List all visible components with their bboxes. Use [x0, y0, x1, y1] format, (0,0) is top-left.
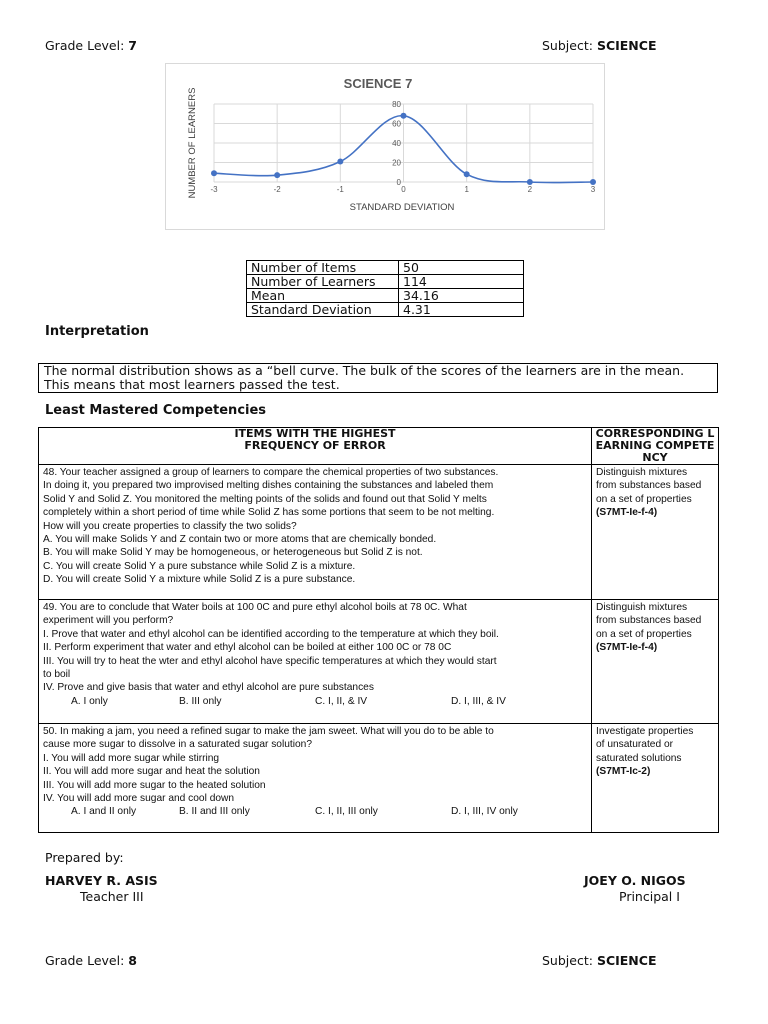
x-tick-label: -2	[273, 185, 281, 194]
stats-value: 114	[399, 275, 524, 289]
competency-line: on a set of properties	[596, 628, 692, 640]
item-line: B. You will make Solid Y may be homogeneous, or heterogeneous but Solid Z is not.	[43, 547, 423, 559]
answer-option: D. I, III, IV only	[451, 806, 518, 818]
approver-name: JOEY O. NIGOS	[584, 873, 686, 888]
competency-line: of unsaturated or	[596, 739, 674, 751]
data-point	[527, 179, 533, 185]
stats-key: Mean	[247, 289, 399, 303]
competency-header: CORRESPONDING LEARNING COMPETENCY	[592, 428, 719, 465]
competency-row	[39, 465, 719, 600]
competencies-title: Least Mastered Competencies	[45, 403, 267, 418]
answer-option: C. I, II, & IV	[315, 695, 368, 707]
item-line: III. You will add more sugar to the heated solution	[43, 779, 266, 791]
item-cell	[39, 724, 592, 833]
item-line: II. You will add more sugar and heat the solution	[43, 766, 260, 778]
data-point	[401, 113, 407, 119]
answer-options	[43, 695, 587, 708]
item-cell	[39, 465, 592, 600]
competency-row	[39, 724, 719, 833]
grade-level: Grade Level: 7	[45, 38, 137, 53]
grade-level-2: Grade Level: 8	[45, 953, 137, 968]
data-point	[337, 159, 343, 165]
y-tick-label: 0	[396, 178, 401, 187]
competency-cell	[592, 724, 719, 833]
competency-cell	[592, 465, 719, 600]
competency-code: (S7MT-Ic-2)	[596, 766, 651, 778]
item-line: How will you create properties to classify the two solids?	[43, 520, 297, 532]
item-line: 48. Your teacher assigned a group of learners to compare the chemical properties of two substances.	[43, 467, 499, 478]
competency-cell	[592, 600, 719, 724]
y-tick-label: 40	[392, 139, 401, 148]
y-tick-label: 60	[392, 119, 401, 129]
items-header: ITEMS WITH THE HIGHEST FREQUENCY OF ERROR	[39, 428, 592, 465]
x-tick-label: -1	[336, 185, 344, 194]
item-line: completely within a short period of time while Solid Z has some portions that seem to be not melting.	[43, 507, 495, 519]
answer-option: D. I, III, & IV	[451, 695, 506, 707]
answer-options	[43, 805, 587, 818]
chart-svg	[166, 64, 604, 229]
competencies-table	[38, 427, 719, 833]
competency-line: from substances based	[596, 480, 702, 492]
stats-row	[247, 261, 524, 275]
y-tick-label: 20	[392, 158, 401, 168]
competency-line: Investigate properties	[596, 726, 694, 737]
x-tick-label: 3	[590, 185, 596, 194]
answer-option: B. III only	[179, 695, 222, 707]
interpretation-box	[38, 363, 718, 393]
item-line: to boil	[43, 669, 71, 681]
subject: Subject: SCIENCE	[542, 38, 657, 53]
x-axis-label: STANDARD DEVIATION	[349, 202, 455, 213]
approver-title: Principal I	[619, 889, 680, 904]
x-tick-label: 1	[464, 185, 469, 194]
stats-key: Number of Learners	[247, 275, 399, 289]
competency-line: Distinguish mixtures	[596, 602, 688, 613]
item-line: 49. You are to conclude that Water boils at 100 0C and pure ethyl alcohol boils at 78 0C. What	[43, 602, 467, 613]
data-point	[590, 179, 596, 185]
x-tick-label: 0	[401, 185, 406, 194]
y-tick-label: 80	[392, 100, 401, 109]
stats-key: Standard Deviation	[247, 303, 399, 317]
bell-curve-chart	[165, 63, 605, 230]
answer-option: B. II and III only	[179, 806, 250, 818]
stats-row	[247, 303, 524, 317]
data-point	[211, 170, 217, 176]
item-line: I. Prove that water and ethyl alcohol can be identified according to the temperature at which they boil.	[43, 628, 499, 640]
stats-value: 4.31	[399, 303, 524, 317]
stats-value: 50	[399, 261, 524, 275]
x-tick-label: 2	[527, 185, 533, 194]
item-line: C. You will create Solid Y a pure substance while Solid Z is a mixture.	[43, 560, 356, 572]
item-line: I. You will add more sugar while stirring	[43, 752, 220, 764]
item-cell	[39, 600, 592, 724]
preparer-name: HARVEY R. ASIS	[45, 873, 158, 888]
competency-line: from substances based	[596, 615, 702, 627]
competency-line: on a set of properties	[596, 493, 692, 505]
item-line: IV. Prove and give basis that water and ethyl alcohol are pure substances	[43, 682, 374, 694]
interpretation-text: The normal distribution shows as a “bell curve. The bulk of the scores of the learners are in the mean. This means that most learners passed the test.	[44, 363, 685, 392]
stats-row	[247, 275, 524, 289]
stats-value: 34.16	[399, 289, 524, 303]
competency-line: Distinguish mixtures	[596, 467, 688, 478]
item-line: II. Perform experiment that water and ethyl alcohol can be boiled at either 100 0C or 78 0C	[43, 642, 452, 654]
competency-row	[39, 600, 719, 724]
item-line: III. You will try to heat the wter and ethyl alcohol have specific temperatures at which they would start	[43, 655, 497, 667]
preparer-title: Teacher III	[80, 889, 144, 904]
item-line: IV. You will add more sugar and cool down	[43, 793, 235, 805]
stats-table	[246, 260, 524, 317]
answer-option: C. I, II, III only	[315, 806, 378, 818]
x-tick-label: -3	[210, 185, 218, 194]
y-axis-label: NUMBER OF LEARNERS	[187, 87, 198, 199]
stats-row	[247, 289, 524, 303]
item-line: D. You will create Solid Y a mixture while Solid Z is a pure substance.	[43, 574, 356, 586]
data-point	[464, 171, 470, 177]
competency-line: saturated solutions	[596, 752, 682, 764]
interpretation-title: Interpretation	[45, 324, 149, 339]
item-line: cause more sugar to dissolve in a saturated sugar solution?	[43, 739, 312, 751]
prepared-by-label: Prepared by:	[45, 850, 124, 865]
item-line: A. You will make Solids Y and Z contain two or more atoms that are chemically bonded.	[43, 534, 437, 546]
competency-code: (S7MT-Ie-f-4)	[596, 507, 658, 519]
chart-title: SCIENCE 7	[343, 76, 413, 91]
subject-2: Subject: SCIENCE	[542, 953, 657, 968]
item-line: In doing it, you prepared two improvised melting dishes containing the substances and labeled them	[43, 480, 494, 492]
answer-option: A. I only	[71, 695, 108, 707]
competency-code: (S7MT-Ie-f-4)	[596, 642, 658, 654]
data-point	[274, 172, 280, 178]
stats-key: Number of Items	[247, 261, 399, 275]
item-line: Solid Y and Solid Z. You monitored the melting points of the solids and found out that Solid Y melts	[43, 493, 487, 505]
item-line: 50. In making a jam, you need a refined sugar to make the jam sweet. What will you do to be able to	[43, 726, 494, 737]
item-line: experiment will you perform?	[43, 615, 174, 627]
answer-option: A. I and II only	[71, 806, 137, 818]
